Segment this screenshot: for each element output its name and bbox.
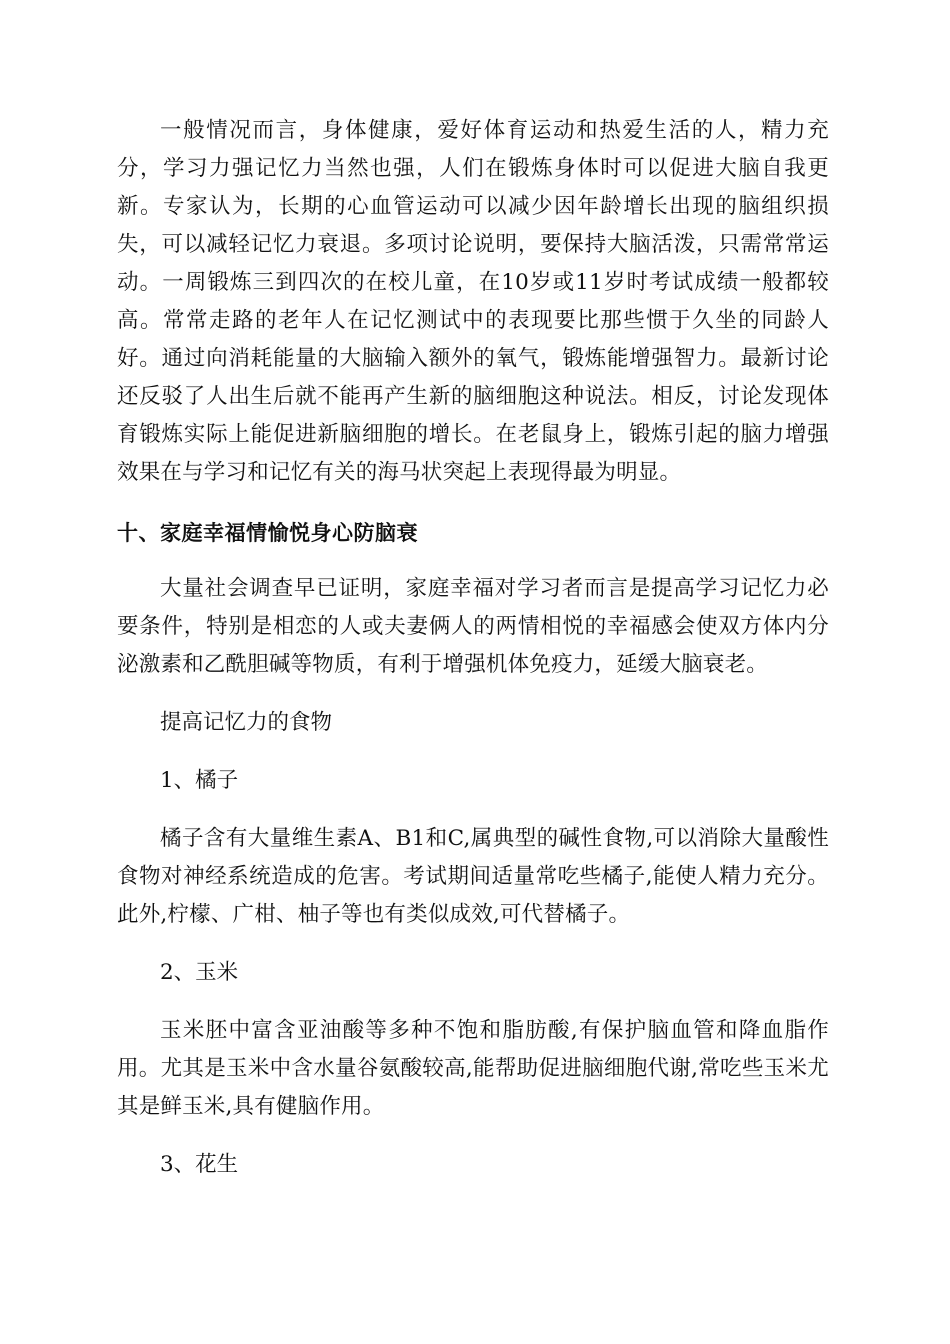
document-page [117, 112, 829, 1184]
food-list-title: 提高记忆力的食物 [160, 710, 333, 735]
spacer [117, 684, 829, 704]
spacer [117, 492, 829, 514]
spacer [117, 800, 829, 820]
spacer [117, 552, 829, 570]
food-item-2-title: 2、玉米 [160, 960, 239, 985]
spacer [117, 742, 829, 762]
spacer [117, 992, 829, 1012]
spacer [117, 934, 829, 954]
food-item-3-title: 3、花生 [160, 1152, 239, 1177]
section-heading-10: 十、家庭幸福情愉悦身心防脑衰 [117, 521, 418, 545]
food-item-2-description: 玉米胚中富含亚油酸等多种不饱和脂肪酸,有保护脑血管和降血脂作用。尤其是玉米中含水量谷氨酸较高,能帮助促进脑细胞代谢,常吃些玉米尤其是鲜玉米,具有健脑作用。 [117, 1018, 829, 1119]
food-item-1-description: 橘子含有大量维生素A、B1和C,属典型的碱性食物,可以消除大量酸性食物对神经系统造成的危害。考试期间适量常吃些橘子,能使人精力充分。此外,柠檬、广柑、柚子等也有类似成效,可代替橘子。 [117, 826, 829, 927]
food-item-1-title: 1、橘子 [160, 768, 239, 793]
spacer [117, 1126, 829, 1146]
paragraph-exercise-memory: 一般情况而言，身体健康，爱好体育运动和热爱生活的人，精力充分，学习力强记忆力当然也强，人们在锻炼身体时可以促进大脑自我更新。专家认为，长期的心血管运动可以减少因年龄增长出现的脑组织损失，可以减轻记忆力衰退。多项讨论说明，要保持大脑活泼，只需常常运动。一周锻炼三到四次的在校儿童，在10岁或11岁时考试成绩一般都较高。常常走路的老年人在记忆测试中的表现要比那些惯于久坐的同龄人好。通过向消耗能量的大脑输入额外的氧气，锻炼能增强智力。最新讨论还反驳了人出生后就不能再产生新的脑细胞这种说法。相反，讨论发现体育锻炼实际上能促进新脑细胞的增长。在老鼠身上，锻炼引起的脑力增强效果在与学习和记忆有关的海马状突起上表现得最为明显。 [117, 118, 829, 485]
paragraph-family-happiness: 大量社会调查早已证明，家庭幸福对学习者而言是提高学习记忆力必要条件，特别是相恋的人或夫妻俩人的两情相悦的幸福感会使双方体内分泌激素和乙酰胆碱等物质，有利于增强机体免疫力，延缓大脑衰老。 [117, 576, 829, 677]
